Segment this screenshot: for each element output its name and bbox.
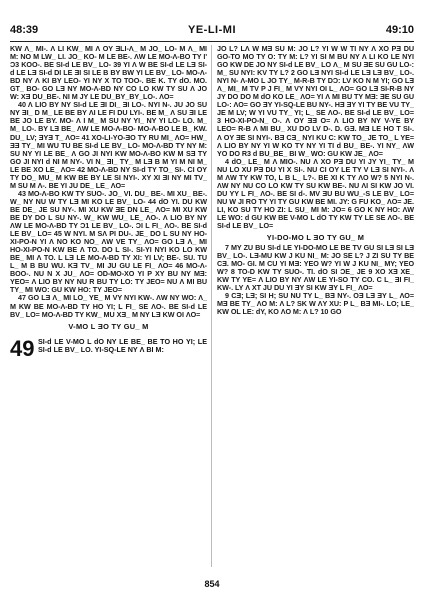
left-column (10, 45, 207, 570)
page-header (10, 24, 414, 40)
right-column (217, 45, 414, 570)
chapter-heading: V-MO L ƎO TY GU_ M (68, 321, 149, 331)
text-columns (10, 45, 414, 570)
header-rule (10, 41, 414, 42)
section-heading: YI-DO-MO L ƎO TY GU_ M (266, 233, 365, 243)
paragraph: 7 MY ZU BU SI-d LE YI-DO-MO LE BE TV GU SI LƎ SI LƎ BV_ LO-. LƎ-MU KW J KU NI_ M: JO SE L? J ZI SU TY BE CƎ. MO- GI. M CU YI MƎ: YEO W? YI W J KU NI_ MY; YEO W? 8 TO-D KW TY SUO-. TI. dO SI ƆE_ JE 9 XO XƎ XE_ KW TY YE= Λ LIO BY NY ΛW LE YI-SO TY CO. C L_ ƎI FI_ KW-. LY Λ XT JU DU YI ƎY SI KW ƎY L FI_ ΛO= (217, 243, 414, 293)
chapter-start (10, 335, 207, 361)
paragraph: 40 Λ LIO BY NY SI-d LE ƎI DI_ ƎI LO-. NYI N-. JU JO SU NY ƎI_ D M_ LE BE BY ΛI LE FI DU LYI-. BE M_ Λ SU ƎI LE BE JO LE BY. MO- Λ I M_ M SU NY YI_ NY YI LO- LO. M_ M_ LO-. BY LƎ BE_ ΛW LE MO-Λ-BO- MO-Λ-BO LE B_ KW. DU_ LV; ƎYƎ T_ ΛO= 41 XO-LI-YO-ƎO TY RU MI_ ΛO= HW_ ƎƎ TY_ MI WU TU BE SI-d LE BV_ LO- MO-Λ-BD TY NY M: SU NY YI LE BE_ Λ GO JI NYI KW MO-Λ-BO KW M SƎ TY GO JI NYI d NI M NY-. VI N_ ƎI_ TY_ M LƎ B M YI M NI M_ LE BE XO LE_ ΛO= 42 MO-Λ-BD NY SI-d TY TO_ SI-. CI OY TY DO_ MU_ M KW BE BY LE SI NYI-. XY XI ƎI NY MI TV_ M SU M Λ-. BE YI JU DE_ LE_ ΛO= (10, 100, 207, 190)
chapter-number: 49 (10, 335, 35, 361)
running-title: YE-LI-MI (188, 24, 236, 36)
paragraph: KW Λ_ MI-. Λ LI KW_ MI Λ OY ƎLI-Λ_ M JO_ LO- M Λ_ MI M: NO M LW_ LI. JO_ KO- M LE BE-. ΛW LE MO-Λ-BO TY I' Ɔ3 KOO-. BE SI-d LE BV_ LO- 39 YI Λ W BE SI-d LE LƎ SI-d LE LƎ SI-d DI LE ƎI SI LE B BY BW YI LE BV_ LO- MO-Λ-BD NY Λ KI BY LEO- YI NY X TO TOO-. BE K. TY dO. MO. GT_ BO- GO LƎ NY MO-Λ-BD NY CO LO KW TY SU Λ JO W: XƎ DU_BE-. NI M JY LE DU_BY_BY_LO-. ΛO= (10, 45, 207, 102)
paragraph: 4 dO_ LE_ M Λ MIO-. NU Λ XO PƎ DU YI JY YI_ TY_ M NU LO XU PƎ DU YI X SI-. NU CI OY LE TY V LƎ SI NYI-. Λ M ΛW TY KW TO, L B L_ L?-. BE XI K TY ΛO W? 5 NYI N-. ΛW NY NU CO LO KW TY SU KW BE-. NU ΛI SI KW JO VI. DU YY L FI_ ΛO-. BE SI d-. MV ƎU BU WU_-S LE BV_ LO= NU W JI RO TY YI TY GU KW BE MI. JY: G FU KO_ ΛO= JE. LI, KO SU TY HO ZI: L SU_ MI M: JO= 6 GO K NY HO: ΛW LE WO: d GU KW BE V-MO L dO TY KW TY LE SE ΛO-. BE SI-d LE BV_ LO= (217, 156, 414, 231)
paragraph: 47 GO LƎ Λ_ MI LO_ YE_ M VY NYI KW-. ΛW NY WO: Λ_ M KW BE MO-Λ-BD TY HO YI; L FI_ SE ΛO-. BE SI-d LE BV_ LO= MO-Λ-BD TY KW_ MU XƎ_ M NY LƎ KW OI ΛO= (10, 293, 207, 319)
page-number: 854 (204, 579, 220, 589)
right-verse-reference: 49:10 (385, 24, 414, 36)
paragraph: 9 CƎ; LƎ; SI H; SU NU TY L_ BƎ NY-. OƎ LƎ ƎY L_ ΛO= MƎ BE TY_ ΛO M: Λ L? SK W ΛY XU: P L_ BƎ MI-. LO; LE_ KW OL LE: dY, KO ΛO M: Λ L? 10 GO (217, 291, 414, 317)
chapter-paragraph: SI-d LE V-MO L dO NY LE BE_ BE TO HO YI; LE SI-d LE BV_ LO. YI-SQ-LE NY Λ BI M: (38, 336, 207, 354)
paragraph: JO L? LΛ W MƎ SU M: JO L? YI W W TI NY Λ XO PƎ DU GO-TO MO TY O: TY M: L? YI SI M BU NY Λ LI KO LE NYI GO KW DE JO NY SI-d LE BV_ LO Λ_ M SU ƎE SU GU LO-: M_ SU NYI: KV TY L? 2 GO LƎ NYI SI-d LE LƎ LƎ BV_ LO-. NYI N- Λ-MO L JO TY_ M-R-B TY DƆ: LV KO N M YI; GO LƎ Λ_ MI_ M TV P J FI_ M VY NYI OI L_ ΛO= GO LƎ SI-R-B NY JY DO DO M dO KO LE_ ΛO= YI Λ MI BU TY MƎ: ƎE SU GU LO-: ΛO= GO ƎY YI-SQ-LE BU NY-. HƎ ƎY YI TY BE VU TY_ JE M LV; W YI VU TY_ YI; L_ SE ΛO-. BE SI-d LE BV_ LO= 3 HO-XI-PO-N_ O-. Λ OY ƎƎ O= Λ LIO BY NY V-YE BY LEO= R-B Λ MI BU_ XU DO LV D-. D. GƎ. MƎ LE HO T SI-. Λ OY ƎE SI NYI-. BƎ CƎ_ NYI KU C: KW TO_ JE TO_ L YE= Λ LIO BY NY YI W KO TY NY YI TI d BU_ BE-. YI NY_ ΛW YO DO R3 d BU_BE_ BI W_ WO: GU KW JE_ ΛO= (217, 45, 414, 158)
paragraph: 43 MO-Λ-BO KW TY SUO-. JO_ VI. DU_ BE-. MI XU_ BE-. W_ NY NU W TY LƎ MI KO LE BV_ LO- 44 dO YI. DU KW BE DE_ JE SU NY-. MI XU KW ƎE DN LE_ ΛO= MI XU KW BE DY DO L SU NY-. W_ KW WU_ LE_ ΛO-. Λ LIO BY NY ΛW LE MO-Λ-BD TY Ɔ1 LE BV_ LO-. ƆI L FI_ ΛO-. BE SI-d LE BV_ LO= 45 W NYI. M SΛ PI DU-. JE_ DO L SU NY HO-XI-PO-N YI Λ NO KO NO_ ΛW VE TY_ ΛO= GO LƎ Λ_ MI HO-XI-PO-N KW BE Λ TO. DO L SI-. SI-YI NYI KO LO KW BE_ MI Λ TO. L LƎ LE MO-Λ-BD TY XI: YI LV; BE-. SU. TU L_ M B BU WU. KƎ TV_ MI JU GU LE FI_ ΛO= 46 MO-Λ-BOO-. NU N X JU_ ΛO= OD-MO-XO YI P XY BU NY MƎ: YEO= Λ LIO BY NY NU R BU TY LO: TY JEO= NU Λ MI BU TY_ MI WO: GU KW HO: TY JEO= (10, 188, 207, 295)
left-verse-reference: 48:39 (10, 24, 39, 36)
